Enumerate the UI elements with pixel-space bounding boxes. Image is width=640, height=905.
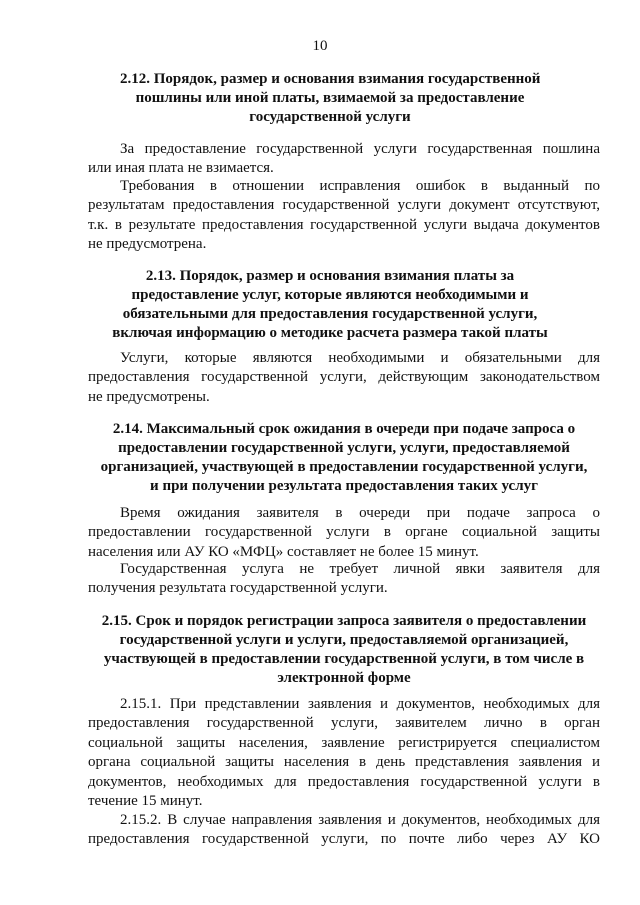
heading-line: государственной услуги и услуги, предоставляемой организацией, [119,632,569,648]
heading-line: 2.12. Порядок, размер и основания взимания государственной [120,71,541,87]
heading-2-13 [100,267,560,343]
heading-line: обязательными для предоставления государственной услуги, [122,306,538,322]
text-line: получения результата государственной услуги. [88,580,388,597]
paragraph-2-15-2 [88,811,600,850]
paragraph-2-14-waiting [88,504,600,562]
heading-2-15 [88,612,600,688]
text-line: социальной защиты населения, заявление регистрируется специалистом [88,734,600,751]
heading-line: государственной услуги [249,109,411,125]
text-line: результатам предоставления государственной услуги документ отсутствуют, [88,197,600,214]
heading-line: и при получении результата предоставления таких услуг [150,478,538,494]
heading-line: участвующей в предоставлении государственной услуги, в том числе в [103,651,585,667]
heading-2-14 [88,420,600,496]
text-line: или иная плата не взимается. [88,160,274,177]
heading-line: электронной форме [277,670,411,686]
heading-2-12 [120,70,540,127]
text-line: населения или АУ КО «МФЦ» составляет не более 15 минут. [88,543,479,560]
paragraph-2-12-fee [88,140,600,179]
text-line: предоставления государственной услуги, действующим законодательством [88,369,600,386]
heading-line: предоставлении государственной услуги, услуги, предоставляемой [118,440,570,456]
heading-line: 2.13. Порядок, размер и основания взимания платы за [145,268,515,284]
heading-line: включая информацию о методике расчета размера такой платы [112,325,548,341]
paragraph-2-13 [88,349,600,407]
text-line: органа социальной защиты населения в день представления заявления и [88,754,600,771]
heading-line: 2.14. Максимальный срок ожидания в очереди при подаче запроса о [112,421,576,437]
heading-line: пошлины или иной платы, взимаемой за предоставление [135,90,525,106]
text-line: течение 15 минут. [88,793,203,810]
paragraph-2-15-1 [88,695,600,811]
paragraph-2-12-corrections [88,177,600,255]
text-line: документов, необходимых для предоставления государственной услуги в [88,773,600,790]
heading-line: организацией, участвующей в предоставлении государственной услуги, [100,459,588,475]
text-line: За предоставление государственной услуги государственная пошлина [120,141,600,157]
text-line: 2.15.1. При представлении заявления и документов, необходимых для [120,696,600,712]
text-line: т.к. в результате предоставления государственной услуги выдача документов [88,216,600,233]
heading-line: 2.15. Срок и порядок регистрации запроса заявителя о предоставлении [101,613,587,629]
text-line: предоставлении государственной услуги в органе социальной защиты [88,524,600,541]
paragraph-2-14-presence [88,560,600,599]
text-line: предоставления государственной услуги, заявителем лично в орган [88,715,600,732]
text-line: Услуги, которые являются необходимыми и обязательными для [120,350,600,366]
text-line: Требования в отношении исправления ошибок в выданный по [120,178,600,194]
text-line: предоставления государственной услуги, по почте либо через АУ КО [88,831,600,848]
text-line: не предусмотрены. [88,388,210,405]
text-line: Государственная услуга не требует личной явки заявителя для [120,561,600,577]
heading-line: предоставление услуг, которые являются необходимыми и [131,287,529,303]
text-line: Время ожидания заявителя в очереди при подаче запроса о [120,505,600,521]
text-line: не предусмотрена. [88,236,207,253]
page-number: 10 [312,38,328,54]
text-line: 2.15.2. В случае направления заявления и документов, необходимых для [120,812,600,828]
